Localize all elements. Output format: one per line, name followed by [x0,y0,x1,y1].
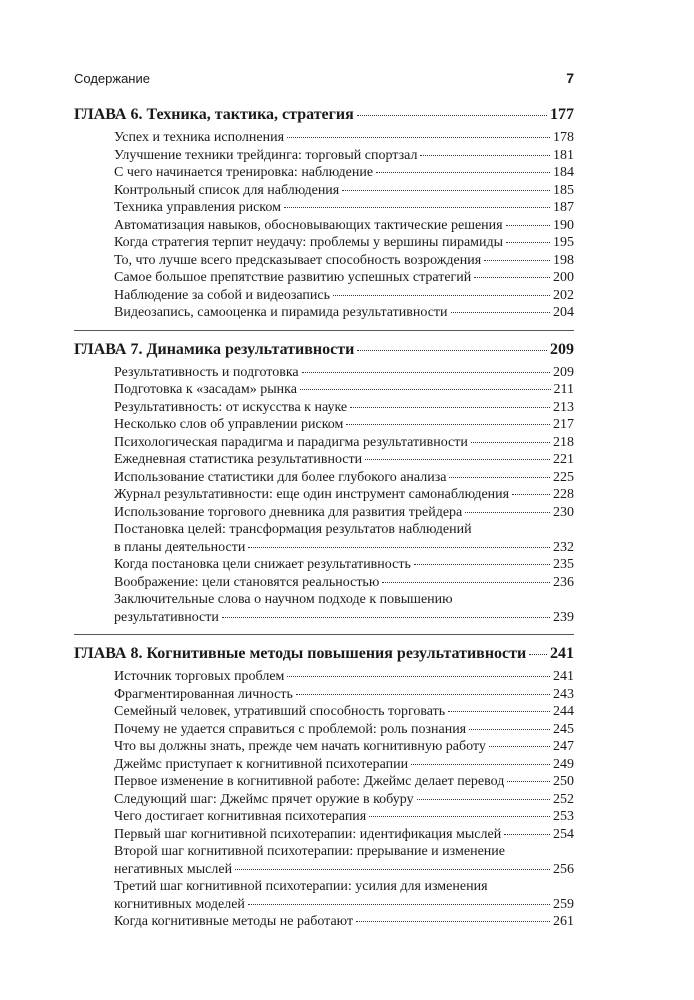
toc-entry[interactable] [74,451,574,469]
chapter-heading[interactable] [74,339,574,360]
toc-entry-text: Подготовка к «засадам» рынка [114,382,297,397]
dot-leader [484,260,550,261]
toc-entry[interactable] [74,129,574,147]
toc-entry-page: 243 [553,686,574,702]
dot-leader [287,676,550,677]
toc-entry-page: 261 [553,914,574,929]
dot-leader [449,477,550,478]
toc-entry[interactable] [74,199,574,217]
toc-entry[interactable] [74,147,574,165]
toc-entry[interactable] [74,182,574,200]
toc-entry[interactable] [74,521,574,556]
toc-entry-page: 178 [553,130,574,145]
toc-entry-text: Результативность и подготовка [114,364,299,380]
chapter-title: ГЛАВА 6. Техника, тактика, стратегия [74,106,354,123]
toc-entry-text: Почему не удается справиться с проблемой: роль познания [114,721,467,737]
toc-entry-text: Видеозапись, самооценка и пирамида результативности [114,305,448,320]
toc-entry-line2: негативных мыслей [114,861,233,877]
dot-leader [414,564,550,565]
toc-entry[interactable] [74,556,574,574]
dot-leader [302,372,550,373]
toc-entry-page: 239 [553,609,574,625]
chapter-page-number: 209 [550,340,574,358]
toc-entry-text: Несколько слов об управлении риском [114,417,344,432]
toc-entry-text: Техника управления риском [114,200,281,215]
dot-leader [471,442,550,443]
toc-entry-text: Успех и техника исполнения [114,130,285,145]
toc-entry-text: Чего достигает когнитивная психотерапия [114,809,367,824]
dot-leader [346,424,550,425]
toc-entry-page: 185 [553,182,574,198]
toc-entry-page: 198 [553,252,574,268]
toc-entry[interactable] [74,381,574,399]
page-number: 7 [566,70,574,86]
toc-entry[interactable] [74,469,574,487]
toc-entry[interactable] [74,591,574,626]
toc-entry[interactable] [74,399,574,417]
toc-entry-text: Следующий шаг: Джеймс прячет оружие в кобуру [114,791,414,807]
toc-entry[interactable] [74,808,574,826]
toc-entry[interactable] [74,304,574,322]
dot-leader [357,115,547,116]
toc-entry-line2: в планы деятельности [114,539,246,555]
toc-entry-text: Что вы должны знать, прежде чем начать когнитивную работу [114,739,486,754]
toc-entry-line1: Второй шаг когнитивной психотерапии: прерывание и изменение [114,844,505,859]
toc-entry[interactable] [74,843,574,878]
toc-entry-page: 244 [553,704,574,719]
running-header [74,70,574,86]
toc-entry-page: 209 [553,364,574,380]
toc-entry[interactable] [74,416,574,434]
dot-leader [474,277,550,278]
dot-leader [448,711,550,712]
toc-entry-page: 230 [553,504,574,520]
toc-entry-page: 187 [553,200,574,215]
toc-entry-line2: результативности [114,609,219,625]
dot-leader [300,389,551,390]
toc-entry-page: 232 [553,539,574,555]
dot-leader [287,137,550,138]
toc-entry[interactable] [74,164,574,182]
toc-entry[interactable] [74,721,574,739]
dot-leader [506,225,550,226]
dot-leader [529,654,547,655]
toc-entry-page: 200 [553,270,574,285]
chapter-title: ГЛАВА 8. Когнитивные методы повышения результативности [74,645,527,662]
chapter-page-number: 241 [550,645,574,662]
toc-entry-text: Контрольный список для наблюдения [114,182,340,198]
toc-entry-text: С чего начинается тренировка: наблюдение [114,165,374,180]
toc-entry[interactable] [74,287,574,305]
toc-entry[interactable] [74,668,574,686]
toc-entry-text: Когда когнитивные методы не работают [114,914,354,929]
chapter-page-number: 177 [550,106,574,123]
chapter-section [74,104,574,331]
toc-entry-page: 217 [553,417,574,432]
dot-leader [369,816,550,817]
dot-leader [333,295,550,296]
toc-entry-text: Семейный человек, утративший способность торговать [114,704,446,719]
toc-entry[interactable] [74,756,574,774]
toc-entry-text: Использование статистики для более глубокого анализа [114,469,447,485]
toc-entry-line1: Третий шаг когнитивной психотерапии: усилия для изменения [114,879,488,894]
toc-entry-page: 256 [553,861,574,877]
toc-entry-page: 213 [553,399,574,415]
toc-entry-page: 204 [553,305,574,320]
toc-entry-page: 241 [553,669,574,684]
toc-entry-page: 184 [553,165,574,180]
toc-entry-text: Ежедневная статистика результативности [114,452,363,467]
toc-entry-text: Когда стратегия терпит неудачу: проблемы у вершины пирамиды [114,235,504,250]
toc-entry[interactable] [74,234,574,252]
dot-leader [365,459,550,460]
dot-leader [512,494,550,495]
toc-entry-line2: когнитивных моделей [114,896,245,912]
dot-leader [506,242,550,243]
dot-leader [357,350,547,351]
toc-entry-page: 221 [553,452,574,467]
dot-leader [507,781,550,782]
toc-entry[interactable] [74,878,574,913]
toc-entry-page: 249 [553,756,574,772]
toc-entry[interactable] [74,773,574,791]
toc-entry[interactable] [74,738,574,756]
toc-entry-text: Фрагментированная личность [114,686,293,702]
chapter-section [74,339,574,636]
chapter-heading[interactable] [74,643,574,664]
dot-leader [382,582,550,583]
toc-entry-text: Источник торговых проблем [114,669,285,684]
toc-entry-text: Воображение: цели становятся реальностью [114,574,380,590]
toc-entry-text: Журнал результативности: еще один инструмент самонаблюдения [114,487,510,502]
toc-entry-page: 195 [553,235,574,250]
toc-entry[interactable] [74,703,574,721]
toc-entry[interactable] [74,504,574,522]
toc-entry-text: То, что лучше всего предсказывает способность возрождения [114,252,482,268]
toc-entry-page: 181 [553,147,574,163]
toc-entry-text: Первый шаг когнитивной психотерапии: идентификация мыслей [114,826,502,842]
chapter-section [74,643,574,939]
dot-leader [235,869,550,870]
toc-entry-text: Использование торгового дневника для развития трейдера [114,504,463,520]
toc-entry[interactable] [74,486,574,504]
toc-entry-page: 252 [553,791,574,807]
dot-leader [342,190,550,191]
dot-leader [350,407,550,408]
toc-entry[interactable] [74,574,574,592]
running-title: Содержание [74,71,150,86]
dot-leader [248,547,550,548]
dot-leader [469,729,550,730]
toc-entry-page: 245 [553,721,574,737]
dot-leader [489,746,550,747]
toc-entry[interactable] [74,269,574,287]
toc-entry-page: 202 [553,287,574,303]
dot-leader [504,834,550,835]
toc-entry-page: 253 [553,809,574,824]
toc-entry[interactable] [74,434,574,452]
dot-leader [465,512,550,513]
chapter-title: ГЛАВА 7. Динамика результативности [74,340,355,358]
toc-entry[interactable] [74,217,574,235]
toc-entry-page: 247 [553,739,574,754]
dot-leader [356,921,550,922]
toc-entry-page: 190 [553,217,574,233]
toc-entry[interactable] [74,791,574,809]
dot-leader [248,904,550,905]
dot-leader [420,155,550,156]
chapter-heading[interactable] [74,104,574,125]
toc-entry[interactable] [74,364,574,382]
toc-entry-text: Джеймс приступает к когнитивной психотерапии [114,756,409,772]
dot-leader [411,764,550,765]
toc-entry-page: 250 [553,774,574,789]
table-of-contents [74,104,574,947]
toc-entry[interactable] [74,686,574,704]
toc-entry-text: Первое изменение в когнитивной работе: Джеймс делает перевод [114,774,505,789]
dot-leader [296,694,550,695]
toc-entry-line1: Заключительные слова о научном подходе к повышению [114,592,453,607]
toc-entry-page: 225 [553,469,574,485]
toc-entry[interactable] [74,252,574,270]
toc-entry-page: 211 [553,382,574,397]
toc-entry-text: Когда постановка цели снижает результативность [114,557,411,572]
toc-entry-line1: Постановка целей: трансформация результатов наблюдений [114,522,472,537]
dot-leader [376,172,550,173]
dot-leader [284,207,550,208]
toc-entry-page: 259 [553,896,574,912]
toc-entry-page: 218 [553,434,574,450]
toc-entry-page: 228 [553,487,574,502]
toc-entry-page: 235 [553,557,574,572]
toc-entry-page: 254 [553,826,574,842]
dot-leader [222,617,550,618]
toc-entry-page: 236 [553,574,574,590]
toc-entry-text: Автоматизация навыков, обосновывающих тактические решения [114,217,503,233]
toc-entry-text: Наблюдение за собой и видеозапись [114,287,331,303]
toc-entry[interactable] [74,826,574,844]
toc-entry-text: Самое большое препятствие развитию успешных стратегий [114,270,472,285]
toc-entry[interactable] [74,913,574,931]
toc-entry-text: Результативность: от искусства к науке [114,399,348,415]
toc-entry-text: Психологическая парадигма и парадигма результативности [114,434,468,450]
dot-leader [451,312,550,313]
dot-leader [417,799,550,800]
toc-entry-text: Улучшение техники трейдинга: торговый спортзал [114,147,418,163]
